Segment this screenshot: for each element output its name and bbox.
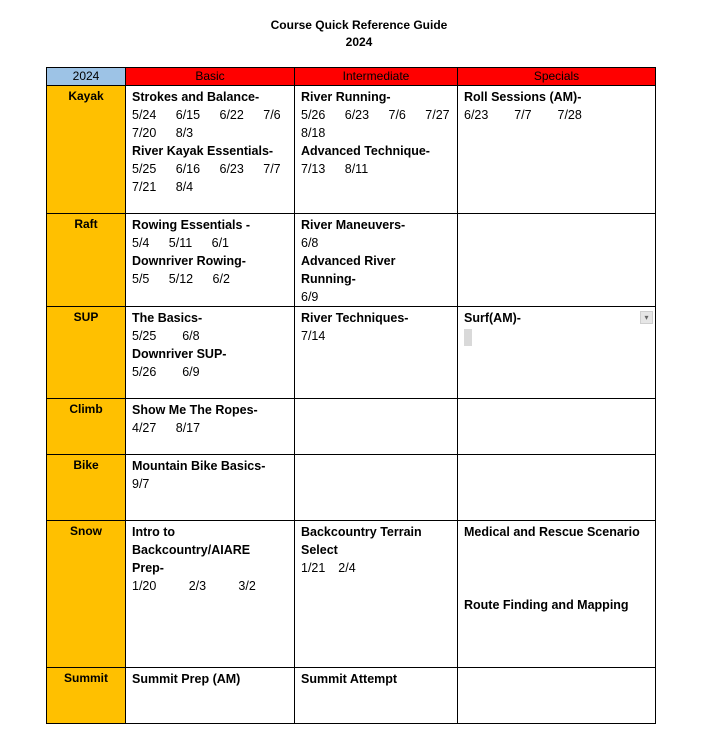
- row-label-summit: Summit: [47, 668, 126, 724]
- sup-specials-cell: [458, 307, 656, 399]
- course-dates: 6/8: [301, 236, 319, 250]
- climb-basic-cell: [126, 399, 295, 455]
- raft-basic-cell: [126, 214, 295, 307]
- kayak-basic-cell: [126, 86, 301, 214]
- kayak-specials-cell: [458, 86, 656, 214]
- row-label-kayak: Kayak: [47, 86, 126, 214]
- course-name: The Basics-: [132, 311, 203, 325]
- course-dates: 6/9: [301, 290, 319, 304]
- text-cursor-placeholder[interactable]: [464, 329, 472, 346]
- snow-intermediate-cell: [295, 521, 458, 668]
- course-name: Rowing Essentials -: [132, 218, 251, 232]
- header-basic: Basic: [126, 68, 295, 86]
- header-year: 2024: [47, 68, 126, 86]
- course-name: Downriver Rowing-: [132, 254, 246, 268]
- row-bike: [47, 455, 656, 521]
- course-dates: 9/7: [132, 477, 150, 491]
- row-climb: [47, 399, 656, 455]
- course-name: Medical and Rescue Scenario: [464, 525, 640, 539]
- climb-specials-cell: [458, 399, 656, 455]
- row-label-bike: Bike: [47, 455, 126, 521]
- bike-intermediate-cell: [295, 455, 458, 521]
- course-name: Show Me The Ropes-: [132, 403, 258, 417]
- course-dates: 5/25 6/16 6/23 7/7 7/21 8/4: [132, 162, 301, 194]
- kayak-intermediate-cell: [295, 86, 470, 214]
- summit-specials-cell: [458, 668, 656, 724]
- course-dates: 1/20 2/3 3/2: [132, 579, 256, 593]
- row-label-snow: Snow: [47, 521, 126, 668]
- dropdown-arrow-icon[interactable]: ▾: [640, 311, 653, 324]
- row-raft: [47, 214, 656, 307]
- raft-intermediate-cell: [295, 214, 458, 307]
- course-dates: 6/23 7/7 7/28: [464, 108, 582, 122]
- row-sup: [47, 307, 656, 399]
- course-dates: 5/26 6/9: [132, 365, 200, 379]
- row-label-climb: Climb: [47, 399, 126, 455]
- sup-basic-cell: [126, 307, 295, 399]
- summit-intermediate-cell: [295, 668, 458, 724]
- row-kayak: [47, 86, 656, 214]
- course-name: Route Finding and Mapping: [464, 598, 629, 612]
- header-specials: Specials: [458, 68, 656, 86]
- row-label-raft: Raft: [47, 214, 126, 307]
- climb-intermediate-cell: [295, 399, 458, 455]
- course-name: River Kayak Essentials-: [132, 144, 274, 158]
- header-intermediate: Intermediate: [295, 68, 458, 86]
- course-name: Intro to Backcountry/AIARE Prep-: [132, 525, 251, 575]
- bike-specials-cell: [458, 455, 656, 521]
- course-name: Advanced Technique-: [301, 144, 430, 158]
- bike-basic-cell: [126, 455, 295, 521]
- course-name: Backcountry Terrain Select: [301, 525, 422, 557]
- raft-specials-cell: [458, 214, 656, 307]
- course-name: Surf(AM)-: [464, 311, 521, 325]
- course-name: Mountain Bike Basics-: [132, 459, 266, 473]
- course-dates: 4/27 8/17: [132, 421, 201, 435]
- summit-basic-cell: [126, 668, 295, 724]
- course-name: Summit Attempt: [301, 672, 398, 686]
- course-name: Strokes and Balance-: [132, 90, 260, 104]
- course-name: River Techniques-: [301, 311, 409, 325]
- course-dates: 7/14: [301, 329, 326, 343]
- course-name: Roll Sessions (AM)-: [464, 90, 582, 104]
- course-dates: 1/21 2/4: [301, 561, 356, 575]
- course-table: [46, 67, 656, 724]
- row-snow: [47, 521, 656, 668]
- course-dates: 7/13 8/11: [301, 162, 369, 176]
- course-name: River Running-: [301, 90, 391, 104]
- sup-intermediate-cell: [295, 307, 458, 399]
- page-subtitle-year: 2024: [345, 35, 373, 49]
- snow-basic-cell: [126, 521, 295, 668]
- course-name: Summit Prep (AM): [132, 672, 241, 686]
- course-dates: 5/26 6/23 7/6 7/27 8/18: [301, 108, 470, 140]
- snow-specials-cell: [458, 521, 656, 668]
- row-label-sup: SUP: [47, 307, 126, 399]
- course-dates: 5/25 6/8: [132, 329, 200, 343]
- course-dates: 5/5 5/12 6/2: [132, 272, 230, 286]
- course-name: Advanced River Running-: [301, 254, 396, 286]
- header-row: [47, 68, 656, 86]
- course-name: Downriver SUP-: [132, 347, 227, 361]
- course-dates: 5/4 5/11 6/1: [132, 236, 229, 250]
- course-dates: 5/24 6/15 6/22 7/6 7/20 8/3: [132, 108, 301, 140]
- page-title: Course Quick Reference Guide: [270, 18, 448, 32]
- course-name: River Maneuvers-: [301, 218, 406, 232]
- row-summit: [47, 668, 656, 724]
